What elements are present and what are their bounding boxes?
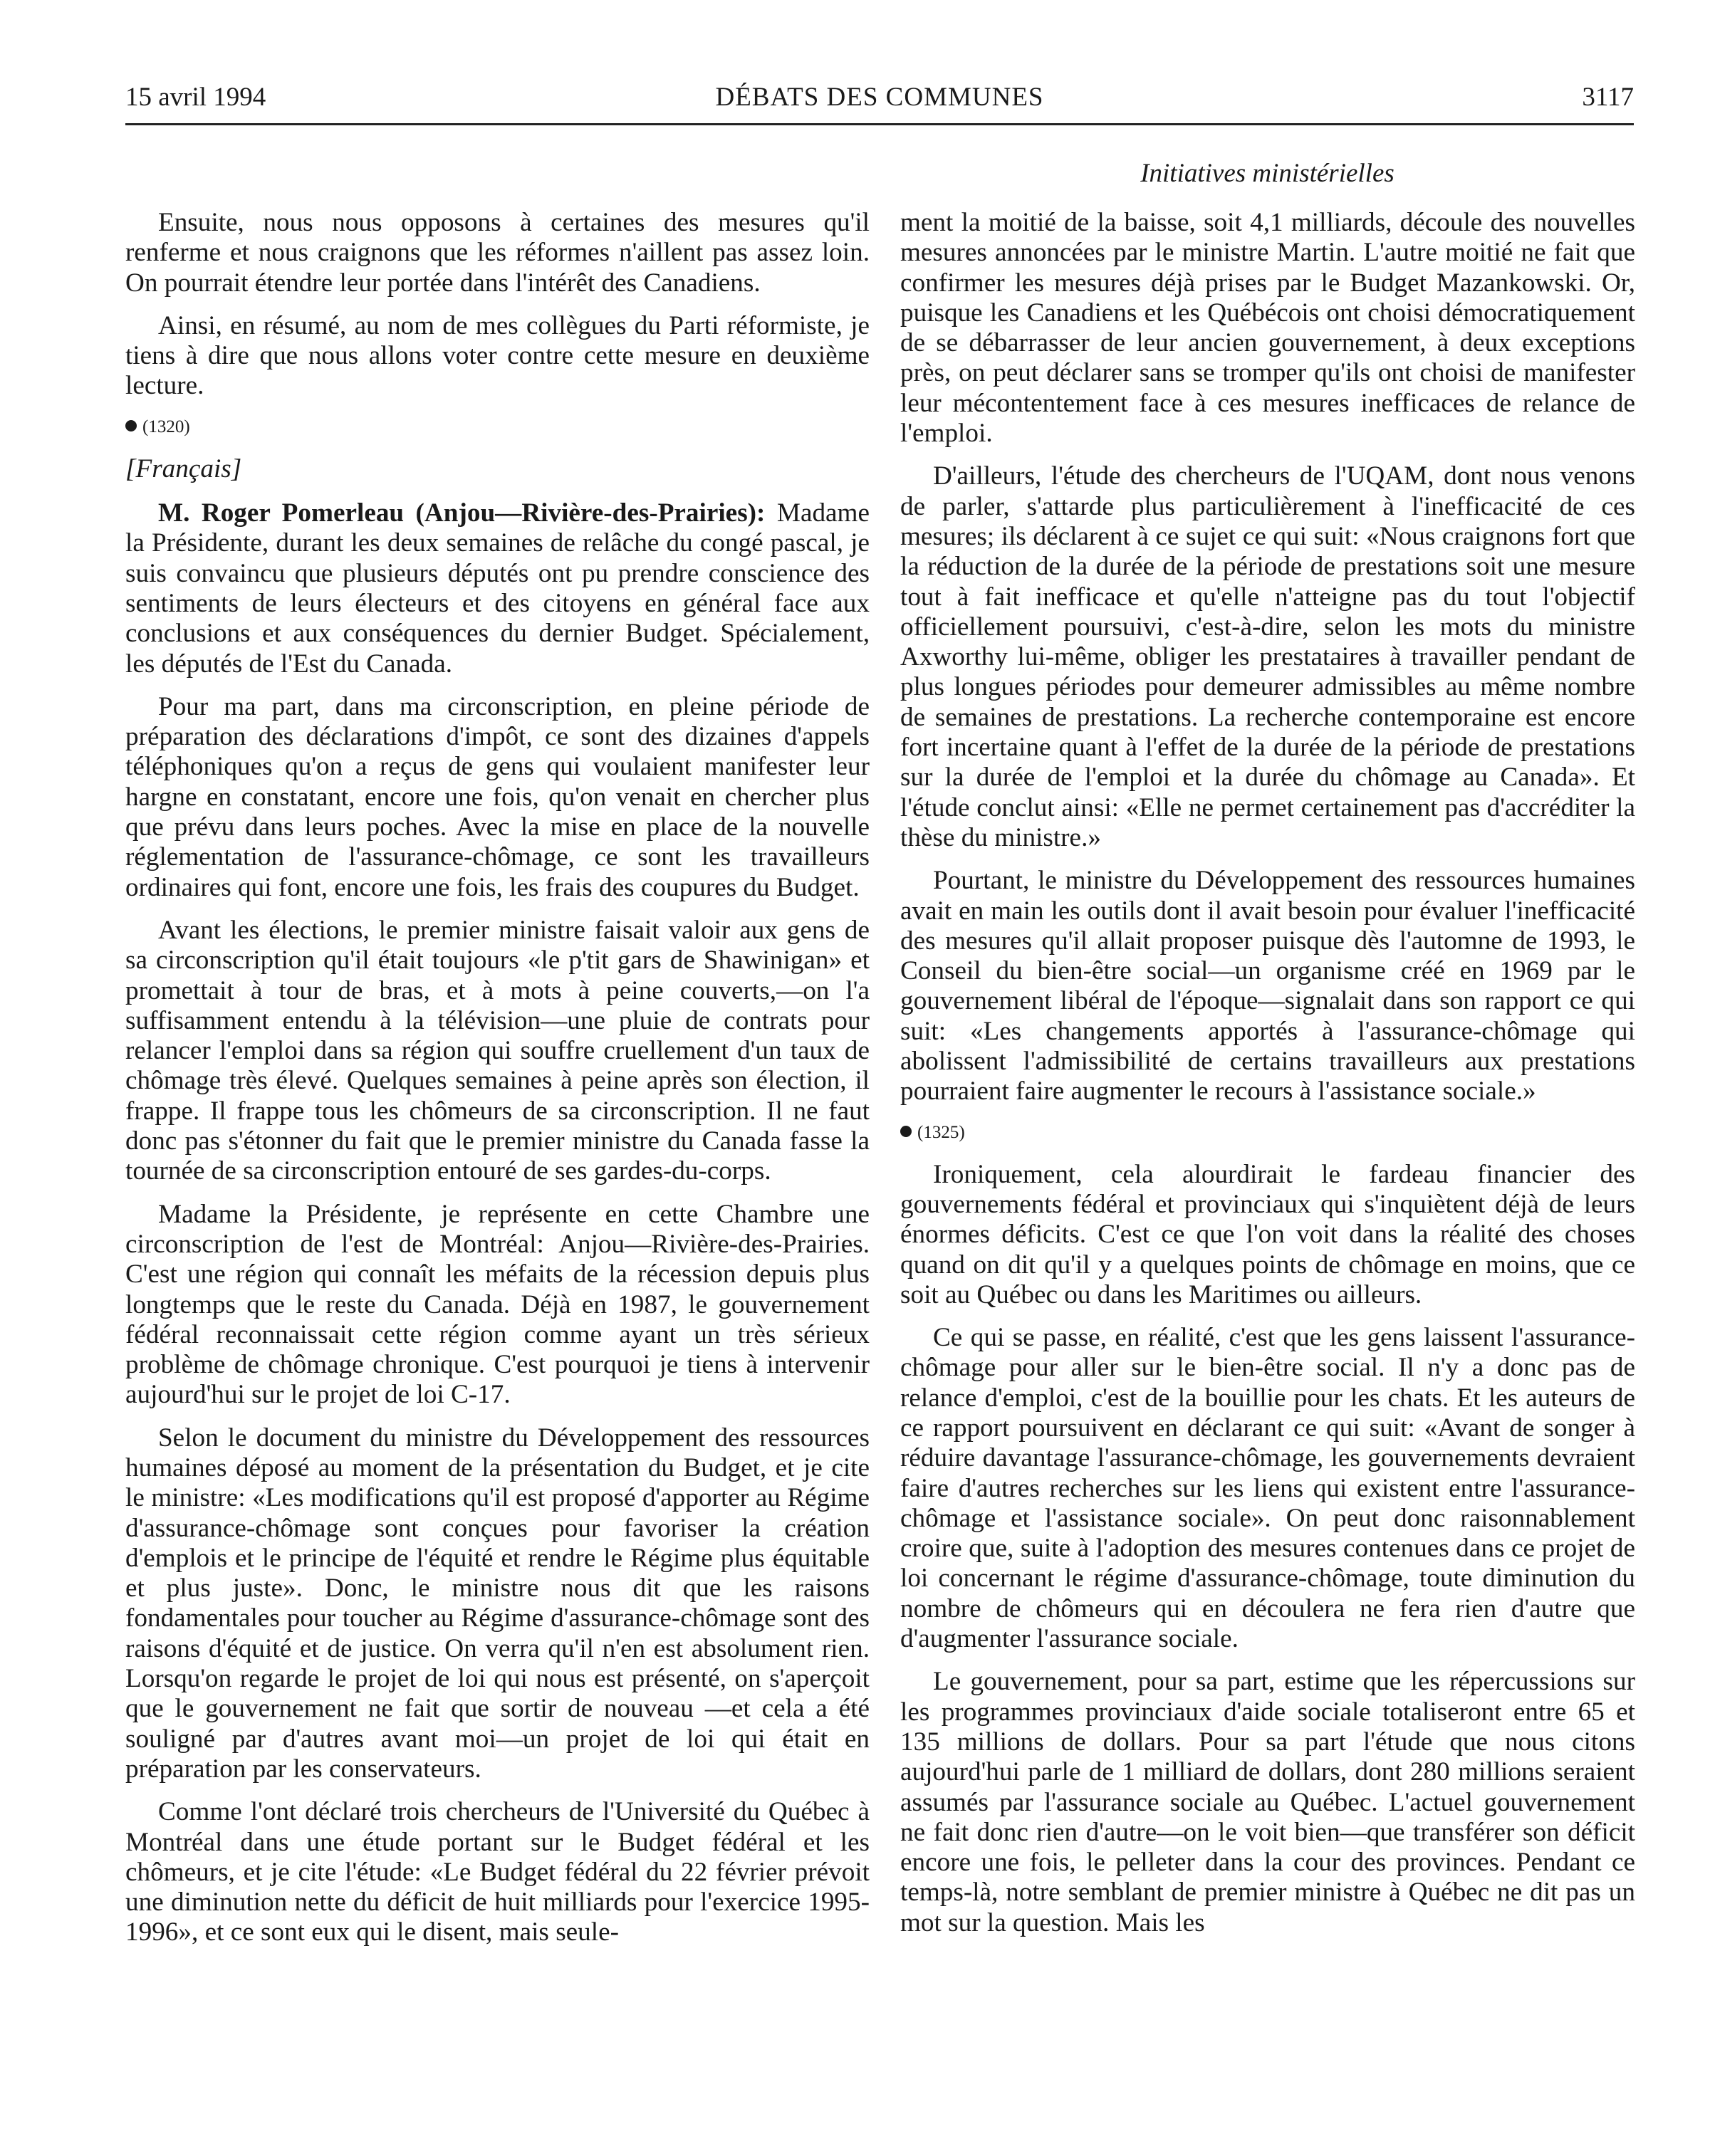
paragraph: Madame la Présidente, je représente en cette Chambre une circonscription de l'est de Montréal: Anjou—Rivière-des-Prairies. C'est une région qui connaît les méfaits de la récession depuis plus longtemps que le reste du Canada. Déjà en 1987, le gouvernement fédéral reconnaissait cette région comme ayant un très sérieux problème de chômage chronique. C'est pourquoi je tiens à intervenir aujourd'hui sur le projet de loi C-17. [125,1199,870,1410]
paragraph: Ce qui se passe, en réalité, c'est que les gens laissent l'assurance-chômage pour aller sur le bien-être social. Il n'y a donc pas de relance d'emploi, c'est de la bouillie pour les chats. Et les auteurs de ce rapport poursuivent en déclarant ce qui suit: «Avant de songer à réduire davantage l'assurance-chômage, les gouvernements devraient faire d'autres recherches sur les liens qui existent entre l'assurance-chômage et l'assistance sociale». On peut donc raisonnablement croire que, suite à l'adoption des mesures contenues dans ce projet de loi concernant le régime d'assurance-chômage, toute diminution du nombre de chômeurs qui en découlera ne fera rien d'autre que d'augmenter l'assurance sociale. [900,1323,1635,1654]
paragraph: Selon le document du ministre du Développement des ressources humaines déposé au moment de la présentation du Budget, et je cite le ministre: «Les modifications qu'il est proposé d'apporter au Régime d'assurance-chômage sont conçues pour favoriser la création d'emplois et le principe de l'équité et rendre le Régime plus équitable et plus juste». Donc, le ministre nous dit que les raisons fondamentales pour toucher au Régime d'assurance-chômage sont des raisons d'équité et de justice. On verra qu'il n'en est absolument rien. Lorsqu'on regarde le projet de loi qui nous est présenté, on s'aperçoit que le gouvernement ne fait que sortir de nouveau —et cela a été souligné par d'autres avant moi—un projet de loi qui était en préparation par les conservateurs. [125,1423,870,1784]
page-header [125,80,1634,124]
time-marker [900,1120,1635,1146]
time-marker-text: (1325) [917,1122,965,1142]
paragraph: ment la moitié de la baisse, soit 4,1 milliards, découle des nouvelles mesures annoncées par le ministre Martin. L'autre moitié ne fait que confirmer les mesures déjà prises par le Budget Mazankowski. Or, puisque les Canadiens et les Québécois ont choisi démocratiquement de se débarrasser de leur ancien gouvernement, à deux exceptions près, on peut déclarer sans se tromper qu'ils ont choisi de manifester leur mécontentement face à ces mesures inefficaces de relance de l'emploi. [900,208,1635,449]
paragraph: Ensuite, nous nous opposons à certaines des mesures qu'il renferme et nous craignons que les réformes n'aillent pas assez loin. On pourrait étendre leur portée dans l'intérêt des Canadiens. [125,208,870,298]
paragraph: D'ailleurs, l'étude des chercheurs de l'UQAM, dont nous venons de parler, s'attarde plus particulièrement à l'inefficacité de ces mesures; ils déclarent à ce sujet ce qui suit: «Nous craignons fort que la réduction de la durée de la période de prestations soit une mesure tout à fait inefficace et qu'elle n'atteigne pas du tout l'objectif officiellement poursuivi, c'est-à-dire, selon les mots du ministre Axworthy lui-même, obliger les prestataires à travailler pendant de plus longues périodes pour demeurer admissibles au même nombre de semaines de prestations. La recherche contemporaine est encore fort incertaine quant à l'effet de la durée de la période de prestations sur la durée de l'emploi et la durée du chômage au Canada». Et l'étude conclut ainsi: «Elle ne permet certainement pas d'accréditer la thèse du ministre.» [900,461,1635,852]
paragraph: Pour ma part, dans ma circonscription, en pleine période de préparation des déclarations d'impôt, ce sont des dizaines d'appels téléphoniques qu'on a reçus de gens qui voulaient manifester leur hargne en constatant, encore une fois, qu'on venait en chercher plus que prévu dans leurs poches. Avec la mise en place de la nouvelle réglementation de l'assurance-chômage, ce sont les travailleurs ordinaires qui font, encore une fois, les frais des coupures du Budget. [125,691,870,902]
publication-title: DÉBATS DES COMMUNES [715,83,1044,112]
paragraph: Comme l'ont déclaré trois chercheurs de l'Université du Québec à Montréal dans une étude portant sur le Budget fédéral et les chômeurs, et je cite l'étude: «Le Budget fédéral du 22 février prévoit une diminution nette du déficit de huit milliards pour l'exercice 1995-1996», et ce sont eux qui le disent, mais seule- [125,1797,870,1947]
paragraph: Le gouvernement, pour sa part, estime que les répercussions sur les programmes provinciaux d'aide sociale totaliseront entre 65 et 135 millions de dollars. Pour sa part l'étude que nous citons aujourd'hui parle de 1 milliard de dollars, dont 280 millions seraient assumés par l'assurance sociale au Québec. L'actuel gouvernement ne fait donc rien d'autre—on le voit bien—que transférer son déficit encore une fois, le pelleter dans la cour des provinces. Pendant ce temps-là, notre semblant de premier ministre à Québec ne dit pas un mot sur la question. Mais les [900,1667,1635,1937]
speech-text: Madame la Présidente, durant les deux semaines de relâche du congé pascal, je suis convaincu que plusieurs députés ont pu prendre conscience des sentiments de leurs électeurs et des citoyens en général face aux conclusions et aux conséquences du dernier Budget. Spécialement, les députés de l'Est du Canada. [125,498,870,679]
bullet-icon [900,1126,912,1137]
time-marker-text: (1320) [142,417,190,436]
language-tag: [Français] [125,454,242,483]
paragraph: Ironiquement, cela alourdirait le fardeau financier des gouvernements fédéral et provinciaux qui s'inquiètent déjà de leurs énormes déficits. C'est ce que l'on voit dans la réalité des choses quand on dit qu'il y a quelques points de chômage en moins, que ce soit au Québec ou dans les Maritimes ou ailleurs. [900,1159,1635,1309]
paragraph: Pourtant, le ministre du Développement des ressources humaines avait en main les outils dont il avait besoin pour évaluer l'inefficacité des mesures qu'il allait proposer puisque dès l'automne de 1993, le Conseil du bien-être social—un organisme créé en 1969 par le gouvernement libéral de l'époque—signalait dans son rapport ce qui suit: «Les changements apportés à l'assurance-chômage qui abolissent l'admissibilité de certains travailleurs aux prestations pourraient faire augmenter le recours à l'assistance sociale.» [900,866,1635,1106]
header-date: 15 avril 1994 [125,83,266,112]
bullet-icon [125,420,137,431]
speech-paragraph [125,498,870,679]
header-rule [125,123,1634,125]
speaker-name: M. Roger Pomerleau (Anjou—Rivière-des-Prairies): [158,498,766,528]
paragraph: Ainsi, en résumé, au nom de mes collègues du Parti réformiste, je tiens à dire que nous allons voter contre cette mesure en deuxième lecture. [125,310,870,401]
left-column [125,208,870,2073]
time-marker [125,414,870,440]
section-label: Initiatives ministérielles [1140,159,1395,188]
right-column [900,208,1635,2073]
page-number: 3117 [1582,83,1634,112]
paragraph: Avant les élections, le premier ministre faisait valoir aux gens de sa circonscription qu'il était toujours «le p'tit gars de Shawinigan» et promettait à tour de bras, et à mots à peine couverts,—on l'a suffisamment entendu à la télévision—une pluie de contrats pour relancer l'emploi dans sa région qui souffre cruellement d'un taux de chômage très élevé. Quelques semaines à peine après son élection, il frappe. Il frappe tous les chômeurs de sa circonscription. Il ne faut donc pas s'étonner du fait que le premier ministre du Canada fasse la tournée de sa circonscription entouré de ses gardes-du-corps. [125,915,870,1186]
